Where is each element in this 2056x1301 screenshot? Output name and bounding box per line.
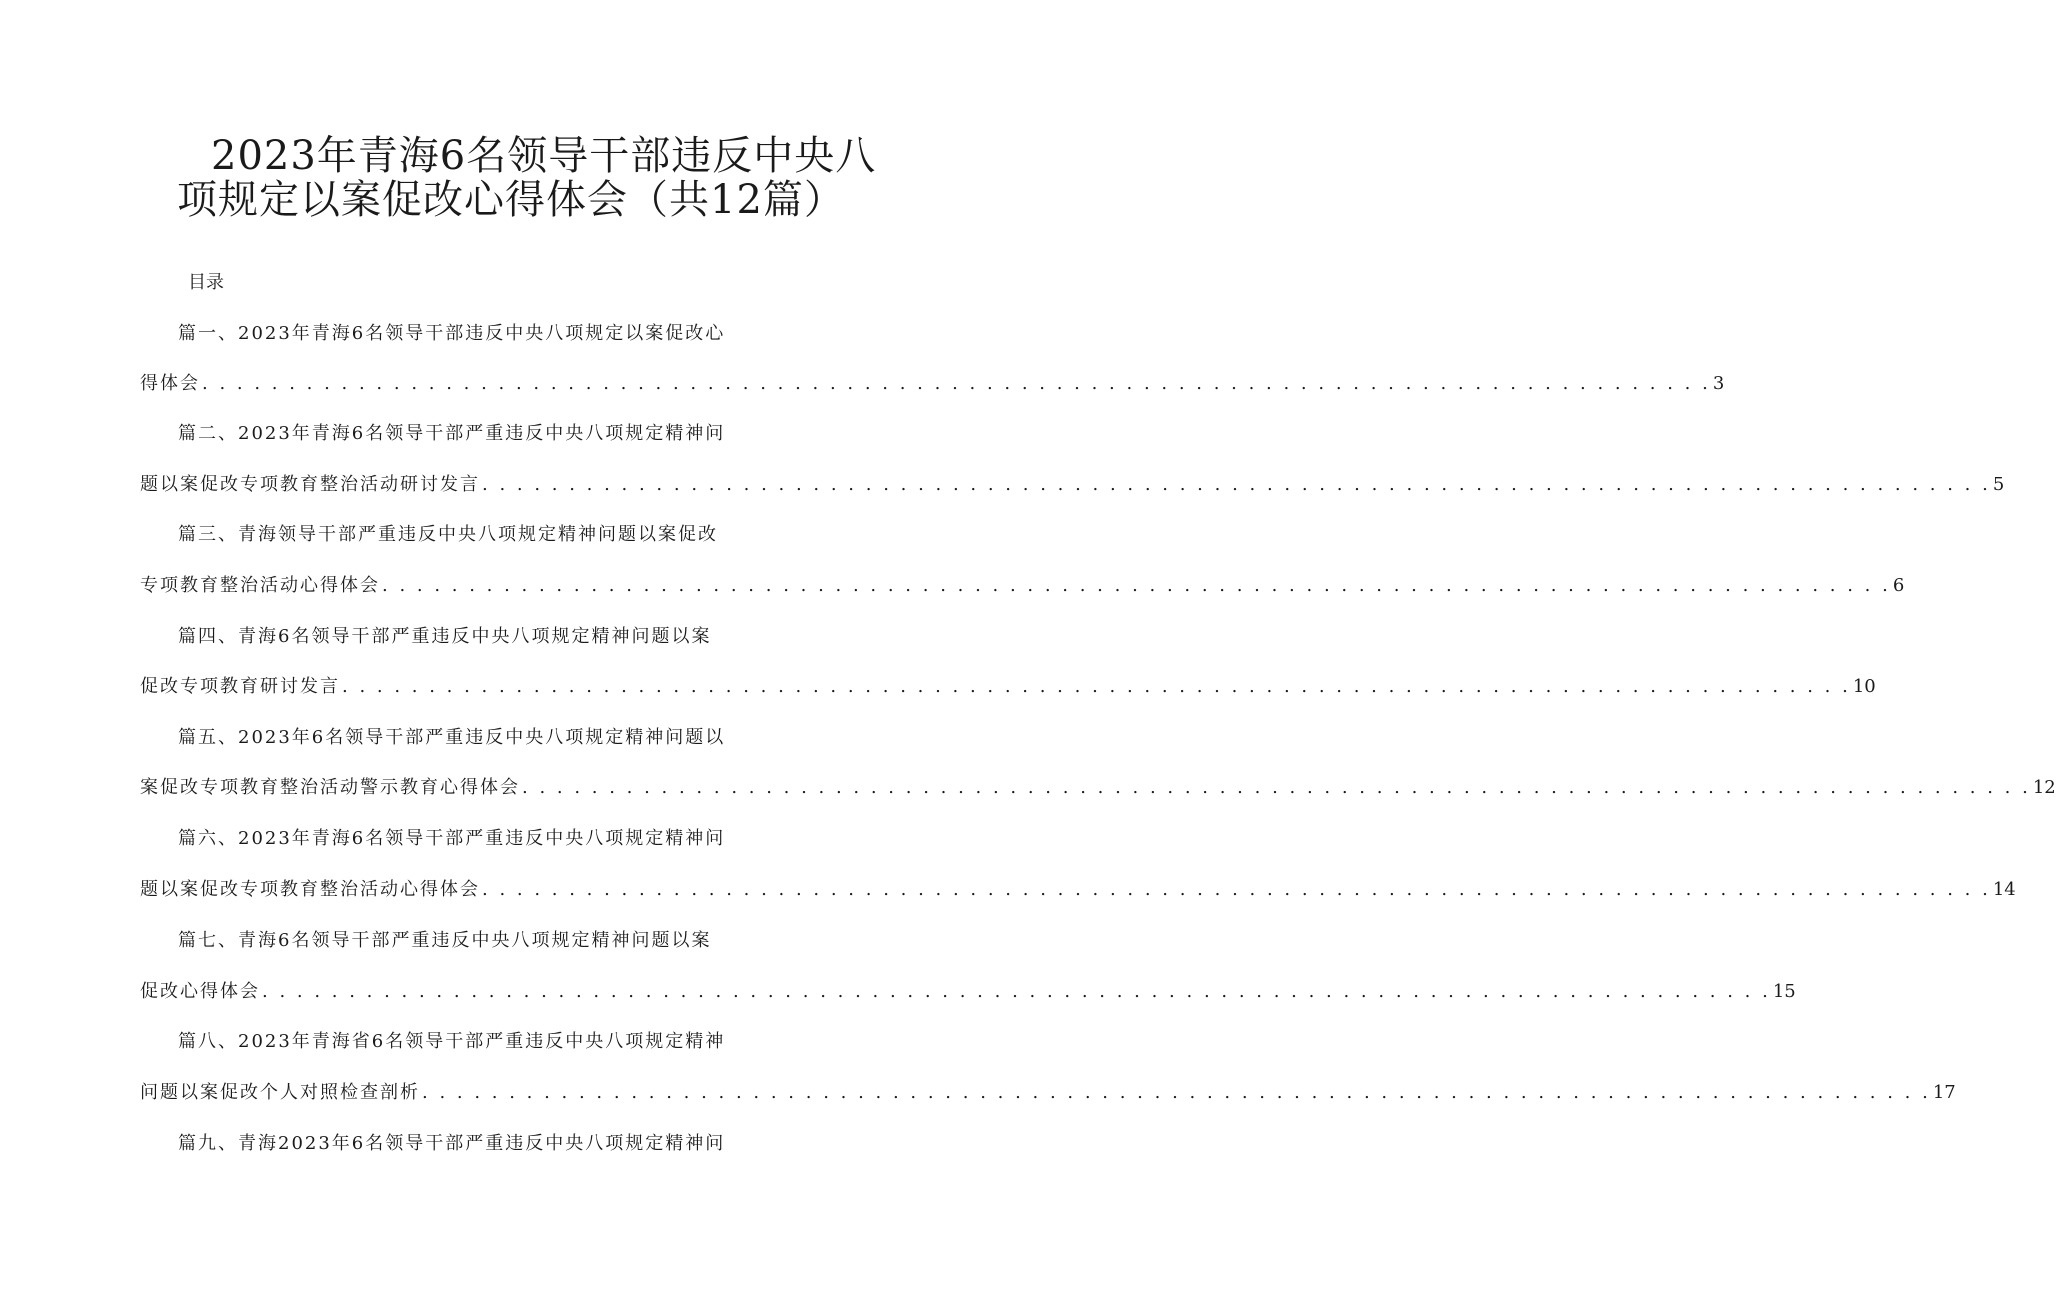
toc-entry-2-line-1[interactable]: 篇二、2023年青海6名领导干部严重违反中央八项规定精神问 xyxy=(178,423,726,444)
toc-entry-7-line-2[interactable] xyxy=(140,980,1796,1004)
toc-page-number: 10 xyxy=(1852,676,1876,697)
toc-page-number: 14 xyxy=(1992,879,2016,900)
toc-entry-text: 专项教育整治活动心得体会 xyxy=(140,575,380,596)
toc-leader-dots: . . . . . . . . . . . . . . . . . . . . . . . . . . . . . . . . . . . . . . . . . . . . . . . . . . . . . . . . . . . . . . . . . . . . . . . . . . . . . . . . . . . . . . . xyxy=(382,575,1891,596)
toc-page-number: 3 xyxy=(1712,373,1725,394)
toc-leader-dots: . . . . . . . . . . . . . . . . . . . . . . . . . . . . . . . . . . . . . . . . . . . . . . . . . . . . . . . . . . . . . . . . . . . . . . . . . . . . . . . . . . . . . . . xyxy=(482,879,1991,900)
toc-entry-6-line-1[interactable]: 篇六、2023年青海6名领导干部严重违反中央八项规定精神问 xyxy=(178,828,726,849)
toc-entry-4-line-1[interactable]: 篇四、青海6名领导干部严重违反中央八项规定精神问题以案 xyxy=(178,626,712,647)
document-title-line-2: 项规定以案促改心得体会（共12篇） xyxy=(177,177,845,223)
toc-page-number: 6 xyxy=(1892,575,1905,596)
toc-heading: 目录 xyxy=(188,272,224,293)
toc-entry-text: 促改专项教育研讨发言 xyxy=(140,676,340,697)
toc-entry-8-line-2[interactable] xyxy=(140,1081,1956,1105)
toc-leader-dots: . . . . . . . . . . . . . . . . . . . . . . . . . . . . . . . . . . . . . . . . . . . . . . . . . . . . . . . . . . . . . . . . . . . . . . . . . . . . . . . . . . . . . . . xyxy=(342,676,1851,697)
toc-entry-text: 题以案促改专项教育整治活动心得体会 xyxy=(140,879,480,900)
toc-entry-text: 促改心得体会 xyxy=(140,981,260,1002)
toc-page-number: 15 xyxy=(1772,981,1796,1002)
toc-entry-6-line-2[interactable] xyxy=(140,878,2016,902)
toc-leader-dots: . . . . . . . . . . . . . . . . . . . . . . . . . . . . . . . . . . . . . . . . . . . . . . . . . . . . . . . . . . . . . . . . . . . . . . . . . . . . . . . . . . . . . . . xyxy=(482,474,1991,495)
document-title-line-1: 2023年青海6名领导干部违反中央八 xyxy=(211,133,877,179)
toc-entry-3-line-1[interactable]: 篇三、青海领导干部严重违反中央八项规定精神问题以案促改 xyxy=(178,524,718,545)
toc-entry-5-line-2[interactable] xyxy=(140,776,2056,800)
toc-entry-7-line-1[interactable]: 篇七、青海6名领导干部严重违反中央八项规定精神问题以案 xyxy=(178,930,712,951)
toc-entry-text: 题以案促改专项教育整治活动研讨发言 xyxy=(140,474,480,495)
toc-leader-dots: . . . . . . . . . . . . . . . . . . . . . . . . . . . . . . . . . . . . . . . . . . . . . . . . . . . . . . . . . . . . . . . . . . . . . . . . . . . . . . . . . . . . . . . xyxy=(522,777,2031,798)
toc-entry-3-line-2[interactable] xyxy=(140,574,1905,598)
toc-entry-2-line-2[interactable] xyxy=(140,473,2005,497)
toc-page-number: 5 xyxy=(1992,474,2005,495)
toc-leader-dots: . . . . . . . . . . . . . . . . . . . . . . . . . . . . . . . . . . . . . . . . . . . . . . . . . . . . . . . . . . . . . . . . . . . . . . . . . . . . . . . . . . . . . . . xyxy=(262,981,1771,1002)
toc-leader-dots: . . . . . . . . . . . . . . . . . . . . . . . . . . . . . . . . . . . . . . . . . . . . . . . . . . . . . . . . . . . . . . . . . . . . . . . . . . . . . . . . . . . . . . . xyxy=(422,1082,1931,1103)
toc-page-number: 17 xyxy=(1932,1082,1956,1103)
toc-leader-dots: . . . . . . . . . . . . . . . . . . . . . . . . . . . . . . . . . . . . . . . . . . . . . . . . . . . . . . . . . . . . . . . . . . . . . . . . . . . . . . . . . . . . . . . xyxy=(202,373,1711,394)
toc-entry-text: 问题以案促改个人对照检查剖析 xyxy=(140,1082,420,1103)
toc-entry-1-line-1[interactable]: 篇一、2023年青海6名领导干部违反中央八项规定以案促改心 xyxy=(178,323,726,344)
toc-entry-9-line-1[interactable]: 篇九、青海2023年6名领导干部严重违反中央八项规定精神问 xyxy=(178,1133,726,1154)
toc-entry-4-line-2[interactable] xyxy=(140,675,1876,699)
toc-entry-5-line-1[interactable]: 篇五、2023年6名领导干部严重违反中央八项规定精神问题以 xyxy=(178,727,726,748)
toc-entry-text: 得体会 xyxy=(140,373,200,394)
toc-page-number: 12 xyxy=(2032,777,2056,798)
toc-entry-1-line-2[interactable] xyxy=(140,372,1725,396)
toc-entry-8-line-1[interactable]: 篇八、2023年青海省6名领导干部严重违反中央八项规定精神 xyxy=(178,1031,726,1052)
toc-entry-text: 案促改专项教育整治活动警示教育心得体会 xyxy=(140,777,520,798)
